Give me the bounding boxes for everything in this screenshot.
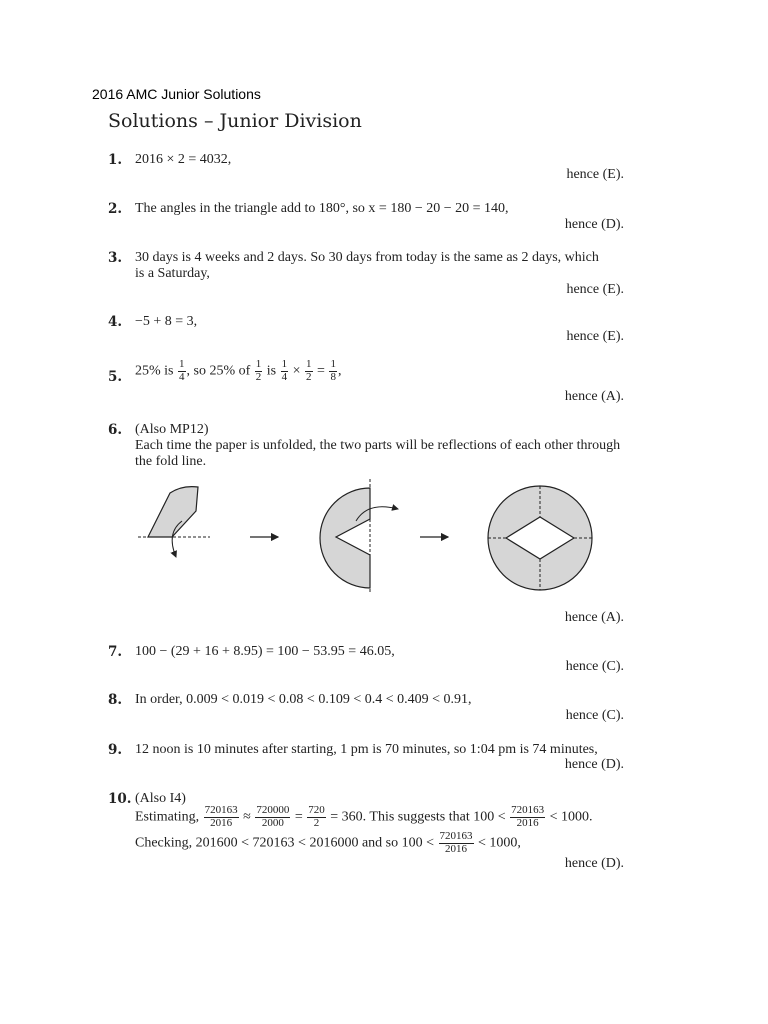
frac-denominator: 8: [330, 370, 336, 383]
p5-text-a: 25% is: [135, 363, 174, 379]
fraction-one-half: [255, 359, 263, 383]
frac-numerator: 720: [308, 804, 325, 816]
problem-4-number: 4.: [108, 314, 123, 330]
frac-denominator: 2016: [210, 816, 233, 829]
fraction-720163-over-2016: [510, 805, 545, 829]
problem-10-text-line-2: [135, 805, 593, 829]
frac-denominator: 2016: [516, 816, 539, 829]
problem-6-number: 6.: [108, 422, 123, 438]
problem-5-text: [135, 359, 341, 383]
problem-1-text: 2016 × 2 = 4032,: [135, 152, 232, 167]
problem-8-text: In order, 0.009 < 0.019 < 0.08 < 0.109 < 0.4 < 0.409 < 0.91,: [135, 692, 472, 707]
problem-6-text-line-1: (Also MP12): [135, 422, 209, 437]
fold-stage-3: [488, 486, 592, 590]
frac-numerator: 720163: [439, 830, 473, 842]
page-title: Solutions – Junior Division: [108, 110, 362, 132]
frac-denominator: 4: [179, 370, 185, 383]
problem-10-text-line-1: (Also I4): [135, 791, 186, 806]
problem-1-number: 1.: [108, 152, 123, 168]
equals-sign: =: [294, 809, 303, 825]
problem-4-text: −5 + 8 = 3,: [135, 314, 198, 329]
problem-10-number: 10.: [108, 791, 132, 807]
frac-numerator: 720163: [511, 804, 545, 816]
problem-10-answer: hence (D).: [564, 856, 624, 871]
frac-numerator: 1: [281, 358, 288, 370]
document-header: 2016 AMC Junior Solutions: [92, 86, 261, 102]
problem-5-number: 5.: [108, 369, 123, 385]
frac-denominator: 4: [281, 370, 288, 383]
problem-7-answer: hence (C).: [565, 659, 624, 674]
problem-10-text-line-3: [135, 831, 521, 855]
problem-9-number: 9.: [108, 742, 123, 758]
frac-denominator: 2000: [261, 816, 284, 829]
problem-3-answer: hence (E).: [566, 282, 624, 297]
fraction-720163-over-2016: [204, 805, 239, 829]
p10-estimating-label: Estimating,: [135, 809, 200, 825]
problem-2-text: The angles in the triangle add to 180°, so x = 180 − 20 − 20 = 140,: [135, 201, 509, 216]
p10-checking-text: Checking, 201600 < 720163 < 2016000 and so 100 <: [135, 835, 435, 851]
paper-folding-diagram: [130, 475, 630, 600]
p10-suggests-text: = 360. This suggests that 100 <: [330, 809, 506, 825]
frac-numerator: 720163: [204, 804, 238, 816]
p10-upper-bound: < 1000.: [549, 809, 593, 825]
frac-denominator: 2016: [445, 842, 468, 855]
p5-text-end: ,: [337, 363, 342, 379]
times-sign: ×: [292, 363, 301, 379]
frac-numerator: 1: [306, 358, 312, 370]
problem-9-text: 12 noon is 10 minutes after starting, 1 pm is 70 minutes, so 1:04 pm is 74 minutes,: [135, 742, 598, 757]
fraction-720-over-2: [307, 805, 326, 829]
fraction-one-eighth: [329, 359, 337, 383]
frac-numerator: 1: [255, 358, 262, 370]
approx-sign: ≈: [243, 809, 251, 825]
frac-denominator: 2: [255, 370, 262, 383]
problem-5-answer: hence (A).: [564, 389, 624, 404]
problem-2-answer: hence (D).: [564, 217, 624, 232]
frac-numerator: 1: [179, 358, 185, 370]
problem-1-answer: hence (E).: [566, 167, 624, 182]
p5-text-b: , so 25% of: [186, 363, 251, 379]
fraction-720000-over-2000: [255, 805, 290, 829]
equals-sign: =: [317, 363, 325, 379]
fold-stage-1: [138, 487, 210, 557]
problem-4-answer: hence (E).: [566, 329, 624, 344]
frac-denominator: 2: [306, 370, 312, 383]
problem-6-text-line-3: the fold line.: [135, 454, 207, 469]
p10-checking-end: < 1000,: [478, 835, 521, 851]
problem-9-answer: hence (D).: [564, 757, 624, 772]
fraction-720163-over-2016: [439, 831, 474, 855]
problem-3-number: 3.: [108, 250, 123, 266]
fraction-one-half: [305, 359, 313, 383]
frac-denominator: 2: [313, 816, 320, 829]
problem-8-number: 8.: [108, 692, 123, 708]
problem-6-text-line-2: Each time the paper is unfolded, the two parts will be reflections of each other through: [135, 438, 621, 453]
p5-text-c: is: [266, 363, 277, 379]
fraction-one-quarter: [178, 359, 186, 383]
problem-7-text: 100 − (29 + 16 + 8.95) = 100 − 53.95 = 46.05,: [135, 644, 395, 659]
frac-numerator: 1: [330, 358, 336, 370]
fraction-one-quarter: [281, 359, 289, 383]
problem-3-text-line-2: is a Saturday,: [135, 266, 210, 281]
problem-3-text-line-1: 30 days is 4 weeks and 2 days. So 30 days from today is the same as 2 days, which: [135, 250, 599, 265]
problem-6-answer: hence (A).: [564, 610, 624, 625]
frac-numerator: 720000: [256, 804, 290, 816]
problem-7-number: 7.: [108, 644, 123, 660]
problem-2-number: 2.: [108, 201, 123, 217]
problem-8-answer: hence (C).: [565, 708, 624, 723]
fold-stage-2: [320, 479, 398, 593]
